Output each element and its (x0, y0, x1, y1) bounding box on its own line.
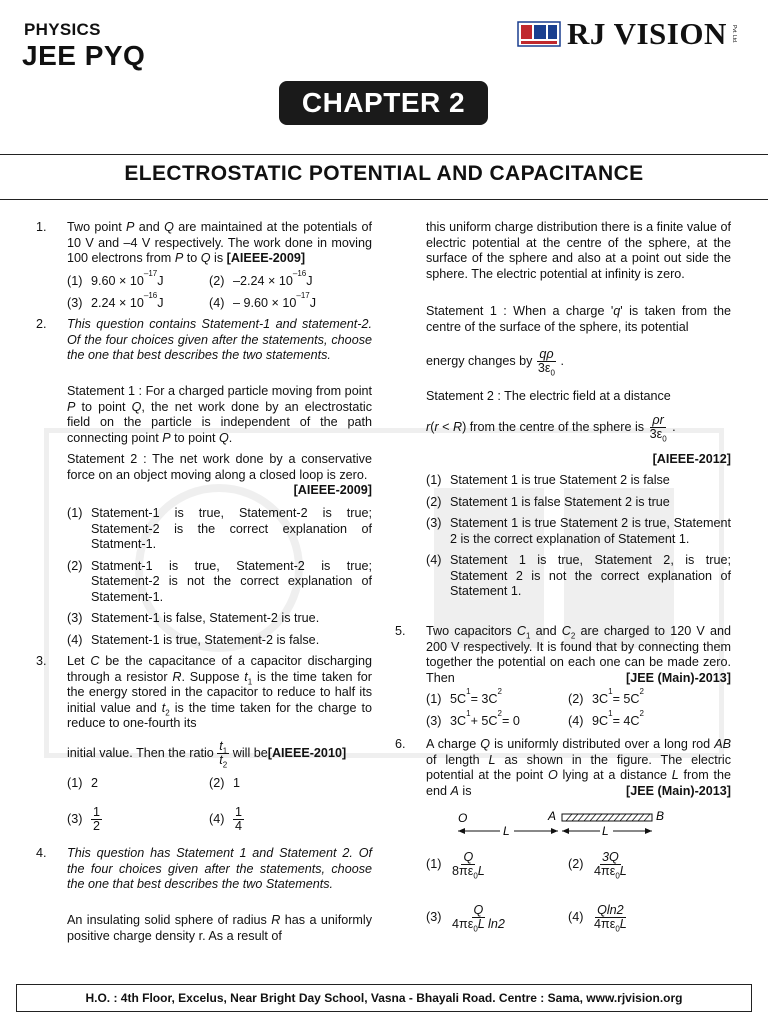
q1-option-1[interactable] (67, 269, 209, 290)
q3-option-3[interactable] (67, 806, 209, 833)
q6-text: as shown in the figure. The electric potential at the point (426, 752, 731, 782)
q5-text: are charged to 120 V and 200 V respectively. It is found that by connecting them together the potential on each one can be made zero. Then (426, 624, 731, 685)
q4-text: Statement 1 : When a charge ' (426, 304, 614, 318)
option-label: (1) (426, 473, 442, 487)
frac-den: 4πε (594, 864, 616, 878)
option-text: 5C (450, 692, 467, 706)
q5-var: C (561, 624, 571, 638)
option-text: 9.60 × 10 (91, 274, 144, 288)
question-1 (36, 220, 373, 267)
q3-text: is the time taken for the charge to reduce to one-fourth its (67, 700, 372, 730)
q2-var: P (67, 399, 76, 414)
exam-tag: [AIEEE-2009] (293, 483, 372, 497)
q2-intro: This question contains Statement-1 and statement-2. Of the four choices given after the statements, choose the one that best describes the two statements. (67, 317, 372, 362)
q2-statement-2 (67, 452, 372, 499)
q6-option-1[interactable] (426, 850, 568, 881)
q6-text: is uniformly distributed over a long rod (490, 737, 715, 751)
q2-options (67, 506, 372, 651)
frac-sub: 0 (473, 871, 478, 881)
q6-text: lying at a distance (557, 768, 672, 782)
fig-label-o: O (458, 811, 468, 825)
frac-num: 1 (93, 805, 101, 819)
q6-text: of length (426, 752, 489, 767)
q1-options (67, 269, 372, 311)
option-sub: 2 (497, 687, 502, 696)
frac-sub: 0 (550, 368, 555, 378)
fig-label-b: B (656, 809, 665, 823)
frac-num: Q (473, 903, 484, 917)
q4-text: energy changes by (426, 353, 536, 368)
q5-option-4[interactable] (568, 708, 644, 730)
q5-option-2[interactable] (568, 687, 644, 708)
q2-statement-1 (67, 384, 372, 446)
q4-text: An insulating solid sphere of radius (67, 913, 272, 927)
option-label: (4) (209, 811, 225, 826)
q5-option-3[interactable] (426, 708, 568, 730)
option-text: = 4C (612, 713, 640, 728)
subject-label: PHYSICS (24, 20, 101, 39)
frac-num: 3Q (601, 850, 619, 864)
option-sub: 1 (608, 708, 613, 718)
option-label: (2) (209, 776, 225, 790)
q6-var: A (450, 783, 459, 798)
option-label: (2) (67, 558, 83, 573)
q5-sub: 2 (570, 631, 576, 641)
q1-var: Q (200, 251, 211, 265)
q2-var: Q (131, 399, 142, 414)
frac-sub: 0 (615, 871, 620, 881)
q4-var: R (452, 419, 463, 434)
option-text: Statment-1 is true, Statement-2 is true; Statement-2 is not the correct explanation of Statement-1. (91, 558, 372, 604)
q2-text: Statement 2 : The net work done by a conservative force on an object moving along a closed loop is zero. (67, 452, 372, 482)
q1-text: Two point (67, 220, 127, 234)
option-label: (3) (426, 713, 442, 728)
q3-var: C (90, 654, 100, 668)
option-sub: 1 (466, 708, 471, 718)
option-text: = 0 (501, 713, 520, 728)
q3-var: t (244, 669, 248, 684)
field-fraction (648, 413, 669, 444)
option-text: 2 (91, 776, 99, 790)
q2-option-4[interactable] (67, 633, 372, 649)
question-2-intro (36, 317, 372, 364)
q4-var: q (613, 304, 621, 318)
q3-options-row2 (67, 806, 372, 833)
option-label: (1) (67, 776, 83, 790)
option-text: Statement-1 is false, Statement-2 is true. (91, 611, 320, 625)
option-sub: 1 (608, 687, 613, 696)
footer-address: H.O. : 4th Floor, Excelus, Near Bright Day School, Vasna - Bhayali Road. Centre : Sama, www.rjvision.org (16, 984, 752, 1012)
frac-den: 4πε (594, 917, 616, 931)
q6-var: O (547, 768, 558, 782)
frac-den: 4πε (452, 917, 474, 931)
option-text: 9C (592, 713, 609, 728)
option-exp: –17 (143, 269, 158, 278)
option-text: Statement 1 is true, Statement 2, is true; Statement 2 is not the correct explanation of Statement 1. (450, 553, 731, 598)
option-label: (4) (209, 295, 225, 310)
q3-sub: 1 (247, 677, 253, 687)
option-exp: –16 (143, 290, 158, 300)
q6-option-3[interactable] (426, 903, 568, 934)
option-label: (1) (67, 274, 83, 288)
q3-option-4[interactable] (209, 806, 244, 833)
q3-option-2[interactable] (209, 776, 240, 792)
q5-text: and (530, 624, 562, 638)
option-unit: J (309, 295, 317, 310)
option-text: Statement 1 is false Statement 2 is true (450, 494, 670, 509)
option-label: (3) (426, 516, 442, 530)
option-exp: –16 (292, 269, 307, 278)
q4-text: ( (430, 419, 435, 434)
q4-var: r (426, 419, 431, 434)
exam-tag: [JEE (Main)-2013] (626, 670, 731, 685)
q2-text: . (228, 430, 233, 445)
question-4-intro (36, 846, 372, 893)
q3-option-1[interactable] (67, 776, 209, 792)
rj-vision-emblem-icon (517, 20, 561, 48)
q3-text: is the time taken for the energy stored in the capacitor to reduce to half its initial value and (67, 669, 372, 715)
frac-num: qρ (539, 347, 554, 361)
option-text: 1 (233, 776, 241, 790)
option-sub: 2 (497, 708, 502, 718)
q2-text: Statement 1 : For a charged particle moving from point (67, 384, 372, 398)
question-number: 4. (36, 846, 47, 860)
q2-text: to point (170, 430, 219, 445)
q5-sub: 1 (525, 631, 531, 641)
q4-option-1[interactable] (426, 473, 731, 489)
frac-den: L (619, 864, 627, 878)
option-exp: –17 (296, 290, 310, 300)
q4-text: < (438, 419, 453, 434)
q4-statement-1-energy (426, 347, 731, 378)
question-3 (36, 654, 372, 732)
q1-text: to (183, 251, 201, 265)
q2-text: to point (75, 399, 132, 414)
option-unit: J (306, 274, 313, 288)
q1-text: and (134, 220, 165, 234)
brand-name: RJ VISION (567, 16, 727, 51)
option-label: (2) (426, 494, 442, 509)
q4-text: this uniform charge distribution there is a finite value of electric potential at the centre of the sphere, at the surface of the sphere and also at a point out side the sphere. The electric potential at infinity is zero. (426, 220, 731, 281)
q3-sub: 2 (165, 708, 170, 718)
question-number: 6. (395, 737, 406, 751)
option-text: –2.24 × 10 (233, 274, 293, 288)
title-bottom-rule (0, 199, 768, 200)
option-label: (3) (67, 811, 83, 826)
frac-sub: 0 (473, 924, 478, 934)
option-unit: J (157, 274, 164, 288)
q2-option-1[interactable] (67, 506, 372, 553)
frac-sub: 0 (662, 434, 667, 444)
q6-options-row1 (426, 850, 731, 881)
option-sub: 2 (639, 708, 644, 718)
frac-den: L ln2 (477, 917, 505, 931)
option-text: 2.24 × 10 (91, 295, 144, 310)
q4-text: Statement 2 : The electric field at a distance (426, 389, 671, 403)
option-text: 3C (592, 692, 609, 706)
frac-num: ρr (652, 413, 664, 427)
series-label: JEE PYQ (22, 40, 146, 71)
question-4-body (67, 913, 372, 944)
q6-var: L (488, 752, 496, 767)
q5-options (426, 687, 731, 729)
q2-option-2[interactable] (67, 559, 372, 606)
q6-var: Q (480, 737, 491, 751)
frac-num: 1 (235, 805, 243, 819)
q1-option-2[interactable] (209, 269, 313, 290)
q4-text: ' is taken from the centre of the surface of the sphere, its potential (426, 304, 732, 334)
question-number: 5. (395, 624, 406, 638)
frac-sub: 2 (222, 760, 228, 770)
q4-var: R (271, 913, 281, 927)
frac-den: L (619, 917, 627, 931)
rod-figure (450, 806, 680, 842)
question-4-continued (426, 220, 731, 282)
title-top-rule (0, 154, 768, 155)
q3-text: be the capacitance of a capacitor discharging through a resistor (67, 654, 372, 684)
frac-den: t (219, 753, 223, 767)
q4-statement-2-field (426, 413, 731, 444)
q4-options (426, 473, 731, 603)
option-label: (1) (426, 856, 442, 871)
option-label: (2) (568, 856, 584, 871)
q5-text: Two capacitors (426, 624, 517, 638)
question-5 (395, 624, 731, 686)
q1-option-4[interactable] (209, 290, 317, 312)
q1-text: are maintained at the potentials of 10 V and –4 V respectively. The work done in moving 100 electrons from (67, 220, 373, 265)
q4-option-4[interactable] (426, 553, 731, 600)
question-number: 2. (36, 317, 47, 331)
q3-var: R (172, 669, 182, 684)
brand-suffix: Pvt. Ltd. (730, 24, 737, 44)
option-text: = 3C (470, 692, 498, 706)
fig-label-l-right: L (602, 824, 609, 838)
option-label: (2) (568, 692, 584, 706)
fig-label-l-left: L (503, 824, 510, 838)
q1-option-3[interactable] (67, 290, 209, 312)
q4-option-3[interactable] (426, 516, 731, 547)
chapter-badge: CHAPTER 2 (279, 81, 488, 125)
option-label: (3) (67, 611, 83, 625)
q1-text: is (210, 251, 227, 265)
q2-var: Q (218, 430, 229, 445)
q5-option-1[interactable] (426, 687, 568, 708)
q1-var: P (174, 251, 184, 265)
q6-var: AB (714, 737, 732, 751)
q5-var: C (516, 624, 526, 638)
option-text: Statement 1 is true Statement 2 is true, Statement 2 is the correct explanation of Statement 1. (450, 516, 731, 546)
frac-den: 2 (93, 819, 101, 833)
fig-label-a: A (548, 809, 557, 823)
q6-options-row2 (426, 903, 731, 934)
q3-text: Let (67, 654, 91, 668)
option-text: Statement 1 is true Statement 2 is false (450, 473, 670, 487)
option-label: (1) (67, 506, 83, 520)
q3-options-row1 (67, 776, 372, 792)
option-label: (4) (67, 632, 83, 647)
frac-sub: 1 (222, 746, 228, 756)
option-text: = 5C (612, 692, 640, 706)
exam-tag: [AIEEE-2010] (267, 745, 347, 760)
q1-var: P (126, 220, 135, 234)
frac-num: Qln2 (597, 903, 624, 917)
option-label: (3) (67, 295, 83, 310)
q6-text: is (458, 783, 472, 798)
q6-option-2[interactable] (568, 850, 629, 881)
q2-var: P (162, 430, 171, 445)
q6-var: L (671, 768, 679, 782)
q6-text: from the end (426, 768, 732, 798)
option-label: (4) (568, 713, 584, 728)
frac-den: 4 (235, 819, 243, 833)
question-3-ratio (67, 739, 372, 770)
q2-option-3[interactable] (67, 611, 372, 627)
question-number: 1. (36, 220, 47, 234)
option-text: – 9.60 × 10 (233, 295, 297, 310)
frac-sub: 0 (615, 924, 620, 934)
brand-logo (517, 16, 737, 52)
page-title: ELECTROSTATIC POTENTIAL AND CAPACITANCE (124, 162, 644, 185)
q6-option-4[interactable] (568, 903, 629, 934)
frac-num: t (219, 739, 223, 753)
question-6 (395, 737, 732, 799)
q4-text: . (560, 353, 564, 368)
option-text: + 5C (470, 713, 498, 728)
frac-den: 3ε (649, 427, 663, 441)
ratio-fraction (217, 739, 229, 770)
q3-text: . Suppose (181, 669, 245, 684)
q4-text: has a uniformly positive charge density r. As a result of (67, 913, 372, 943)
option-label: (4) (568, 909, 584, 924)
option-sub: 1 (466, 687, 471, 696)
frac-den: L (477, 864, 485, 878)
q4-statement-1 (426, 304, 731, 335)
energy-fraction (536, 347, 557, 378)
option-label: (4) (426, 553, 442, 567)
option-text: Statement-1 is true, Statement-2 is false. (91, 632, 320, 647)
q6-text: A charge (426, 737, 481, 751)
q4-statement-2 (426, 389, 731, 405)
q3-text: initial value. Then the ratio (67, 745, 218, 760)
q4-var: r (434, 419, 439, 434)
exam-tag: [AIEEE-2009] (226, 251, 306, 265)
frac-den: 8πε (452, 864, 474, 878)
option-label: (1) (426, 692, 442, 706)
frac-den: 3ε (537, 361, 551, 375)
exam-tag: [AIEEE-2012] (652, 452, 731, 466)
frac-num: Q (463, 850, 474, 864)
q1-var: Q (164, 220, 174, 234)
q3-var: t (161, 700, 166, 715)
q4-option-2[interactable] (426, 495, 731, 511)
option-text: 3C (450, 713, 467, 728)
q4-intro: This question has Statement 1 and Statement 2. Of the four choices given after the statements, choose the one that best describes the two Statements. (67, 846, 372, 891)
q2-text: , the net work done by an electrostatic field on the particle is independent of the path connecting point (67, 399, 372, 445)
option-sub: 2 (639, 687, 644, 696)
q4-text: ) from the centre of the sphere is (462, 419, 648, 434)
q4-text: . (672, 419, 676, 434)
question-number: 3. (36, 654, 47, 668)
q3-text: will be (232, 745, 268, 760)
option-label: (3) (426, 909, 442, 924)
option-unit: J (157, 295, 164, 310)
option-label: (2) (209, 274, 225, 288)
exam-tag: [JEE (Main)-2013] (626, 783, 731, 798)
option-text: Statement-1 is true, Statement-2 is true; Statement-2 is the correct explanation of Statment-1. (91, 506, 372, 551)
